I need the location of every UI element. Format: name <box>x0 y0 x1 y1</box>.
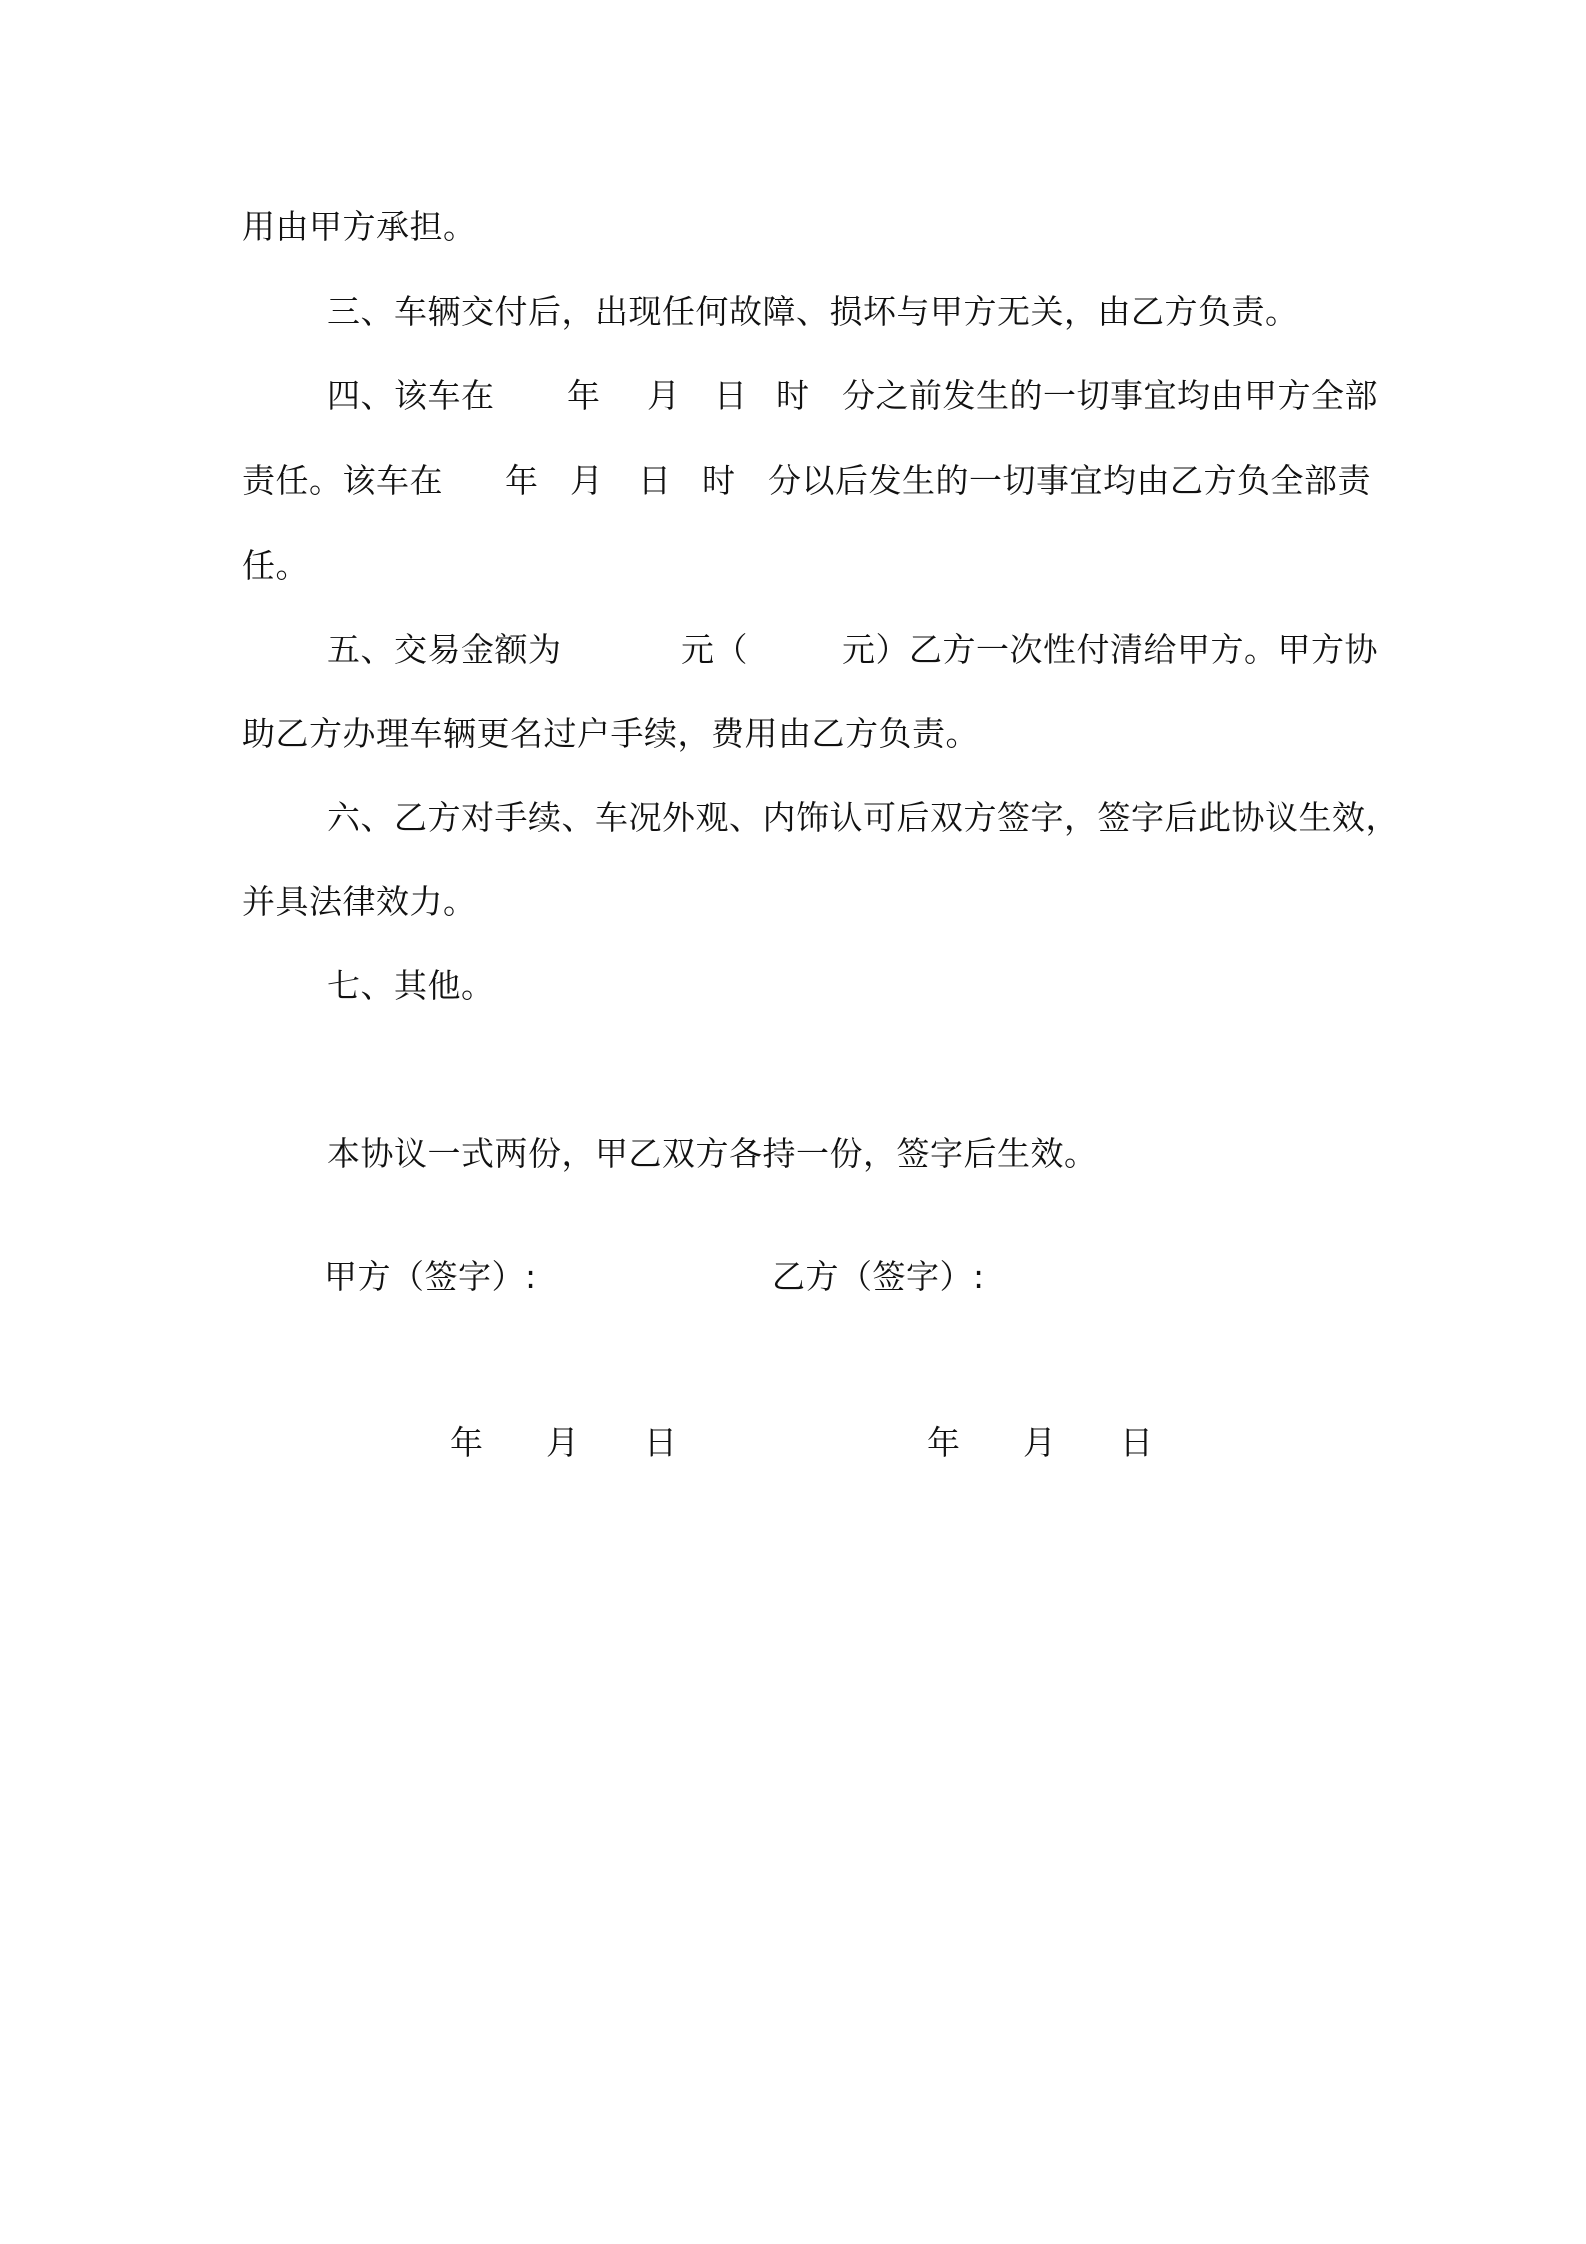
hour-blank-label: 时 <box>776 376 810 415</box>
month-blank-label: 月 <box>570 461 604 500</box>
right-day-label: 日 <box>1120 1423 1154 1462</box>
text-segment: 元）乙方一次性付清给甲方。甲方协 <box>842 630 1378 669</box>
party-b-signature-label: 乙方（签字）: <box>772 1257 985 1296</box>
amount-yuan-label: 元（ <box>681 630 748 669</box>
hour-blank-label: 时 <box>702 461 736 500</box>
right-year-label: 年 <box>927 1423 961 1462</box>
year-blank-label: 年 <box>505 461 539 500</box>
month-blank-label: 月 <box>647 376 681 415</box>
text-segment: 分之前发生的一切事宜均由甲方全部 <box>842 376 1378 415</box>
text-segment: 分以后发生的一切事宜均由乙方负全部责 <box>768 461 1371 500</box>
text-segment: 四、该车在 <box>327 376 495 415</box>
right-month-label: 月 <box>1023 1423 1057 1462</box>
text-segment: 责任。该车在 <box>242 461 443 500</box>
day-blank-label: 日 <box>714 376 748 415</box>
left-year-label: 年 <box>450 1423 484 1462</box>
year-blank-label: 年 <box>567 376 601 415</box>
text-segment: 五、交易金额为 <box>327 630 562 669</box>
text-segment: 任。 <box>242 546 309 585</box>
text-segment: 用由甲方承担。 <box>242 207 477 246</box>
text-segment: 本协议一式两份，甲乙双方各持一份，签字后生效。 <box>327 1134 1098 1173</box>
day-blank-label: 日 <box>638 461 672 500</box>
text-segment: 三、车辆交付后，出现任何故障、损坏与甲方无关，由乙方负责。 <box>327 292 1299 331</box>
text-segment: 七、其他。 <box>327 966 495 1005</box>
left-month-label: 月 <box>546 1423 580 1462</box>
text-segment: 六、乙方对手续、车况外观、内饰认可后双方签字，签字后此协议生效， <box>327 798 1399 837</box>
text-segment: 助乙方办理车辆更名过户手续，费用由乙方负责。 <box>242 714 979 753</box>
text-segment: 并具法律效力。 <box>242 882 477 921</box>
party-a-signature-label: 甲方（签字）: <box>324 1257 537 1296</box>
left-day-label: 日 <box>644 1423 678 1462</box>
